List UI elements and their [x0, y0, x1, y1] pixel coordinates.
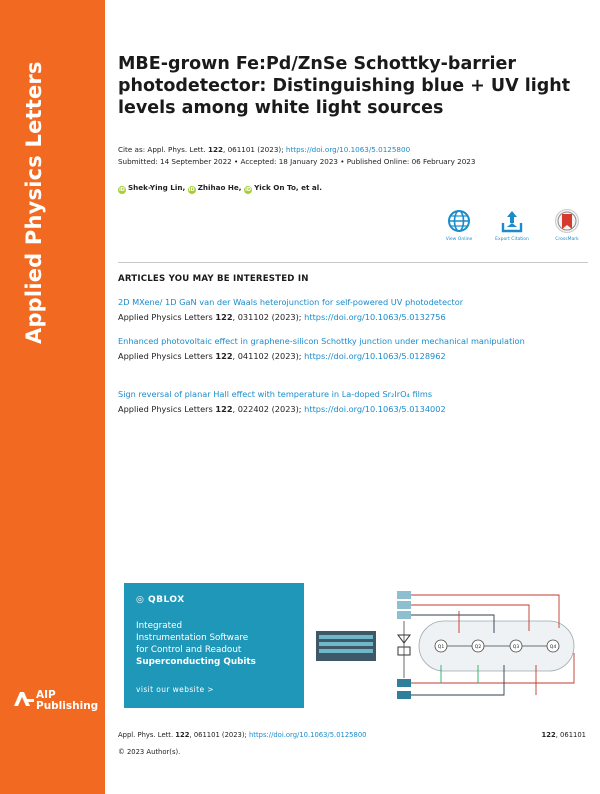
qubit-label: Q3	[512, 645, 520, 650]
globe-icon	[446, 208, 472, 234]
crossmark-label: CrossMark	[555, 237, 579, 242]
control-box	[397, 591, 411, 599]
export-icon	[499, 208, 525, 234]
related-doi-link[interactable]: https://doi.org/10.1063/5.0134002	[304, 403, 446, 414]
related-volume: 122	[215, 350, 233, 361]
ad-brand	[136, 595, 185, 605]
footer-page-volume: 122	[541, 731, 556, 739]
related-article-citation	[118, 351, 588, 363]
copyright-notice: © 2023 Author(s).	[118, 748, 181, 756]
crossmark-icon	[554, 208, 580, 234]
footer-volume: 122	[175, 731, 190, 739]
author-name[interactable]: Zhihao He,	[197, 183, 242, 192]
footer-page-id: , 061101	[555, 731, 586, 739]
footer-page-number	[542, 731, 586, 739]
export-citation-button[interactable]	[492, 208, 532, 242]
ad-visit-website-link[interactable]: visit our website >	[136, 685, 214, 694]
ad-line: Instrumentation Software	[136, 633, 249, 643]
related-journal: Applied Physics Letters	[118, 311, 213, 322]
cite-prefix: Cite as: Appl. Phys. Lett.	[118, 145, 206, 154]
ad-panel	[124, 583, 304, 708]
control-box	[397, 679, 411, 687]
related-article-citation	[118, 404, 588, 416]
control-box	[397, 691, 411, 699]
footer-doi-link[interactable]: https://doi.org/10.1063/5.0125800	[249, 731, 367, 739]
related-article-citation	[118, 312, 588, 324]
qubit-setup-diagram	[304, 583, 584, 708]
ad-line: Integrated	[136, 621, 183, 631]
ad-text	[136, 620, 306, 668]
related-article	[118, 336, 588, 362]
publication-dates: Submitted: 14 September 2022 • Accepted: 18 January 2023 • Published Online: 06 February 2023	[118, 157, 476, 166]
journal-name: Applied Physics Letters	[22, 61, 46, 344]
doi-link[interactable]: https://doi.org/10.1063/5.0125800	[285, 145, 411, 154]
crossmark-button[interactable]	[547, 208, 587, 242]
article-title	[118, 53, 588, 119]
related-volume: 122	[215, 311, 233, 322]
aip-logo-icon	[14, 690, 34, 708]
publisher-line1: AIP	[36, 689, 56, 701]
related-rest: , 031102 (2023);	[232, 311, 302, 322]
related-articles-heading: ARTICLES YOU MAY BE INTERESTED IN	[118, 274, 309, 284]
export-citation-label: Export Citation	[495, 237, 529, 242]
cite-volume: 122	[207, 145, 223, 154]
qblox-logo-icon: ◎	[136, 595, 145, 605]
title-line: levels among white light sources	[118, 98, 444, 118]
related-article-title[interactable]: Sign reversal of planar Hall effect with temperature in La-doped Sr₂IrO₄ films	[118, 389, 433, 399]
view-online-label: View Online	[445, 237, 473, 242]
qubit-label: Q2	[474, 645, 482, 650]
publisher-line2: Publishing	[36, 700, 99, 712]
qubit-label: Q4	[549, 645, 557, 650]
author-name[interactable]: Shek-Ying Lin,	[128, 183, 186, 192]
cite-rest: , 061101 (2023);	[223, 145, 284, 154]
related-rest: , 022402 (2023);	[232, 403, 302, 414]
orcid-icon[interactable]: iD	[119, 187, 125, 193]
qubit-label: Q1	[437, 645, 445, 650]
related-article	[118, 297, 588, 323]
orcid-icon[interactable]: iD	[245, 187, 251, 193]
related-journal: Applied Physics Letters	[118, 403, 213, 414]
footer-cite-rest: , 061101 (2023);	[189, 731, 247, 739]
view-online-button[interactable]	[439, 208, 479, 242]
footer-cite-prefix: Appl. Phys. Lett.	[118, 731, 174, 739]
qblox-advertisement[interactable]	[124, 583, 584, 708]
author-list	[118, 183, 322, 194]
author-name[interactable]: Yick On To, et al.	[254, 183, 322, 192]
ad-brand-name: QBLOX	[148, 595, 185, 605]
related-doi-link[interactable]: https://doi.org/10.1063/5.0128962	[304, 350, 446, 361]
section-divider	[118, 262, 588, 263]
footer-citation	[118, 731, 366, 739]
related-article-title[interactable]: 2D MXene/ 1D GaN van der Waals heterojunction for self-powered UV photodetector	[118, 297, 464, 307]
control-box	[397, 611, 411, 619]
related-volume: 122	[215, 403, 233, 414]
journal-sidebar	[0, 0, 105, 794]
citation-line	[118, 145, 410, 154]
title-line: MBE-grown Fe:Pd/ZnSe Schottky-barrier	[118, 54, 517, 74]
ad-line: Superconducting Qubits	[136, 657, 256, 667]
related-doi-link[interactable]: https://doi.org/10.1063/5.0132756	[304, 311, 446, 322]
title-line: photodetector: Distinguishing blue + UV light	[118, 76, 571, 96]
related-journal: Applied Physics Letters	[118, 350, 213, 361]
related-rest: , 041102 (2023);	[232, 350, 302, 361]
orcid-icon[interactable]: iD	[188, 187, 195, 193]
control-box	[397, 601, 411, 609]
ad-line: for Control and Readout	[136, 645, 242, 655]
related-article	[118, 389, 588, 415]
related-article-title[interactable]: Enhanced photovoltaic effect in graphene-silicon Schottky junction under mechanical manipulation	[118, 336, 525, 346]
